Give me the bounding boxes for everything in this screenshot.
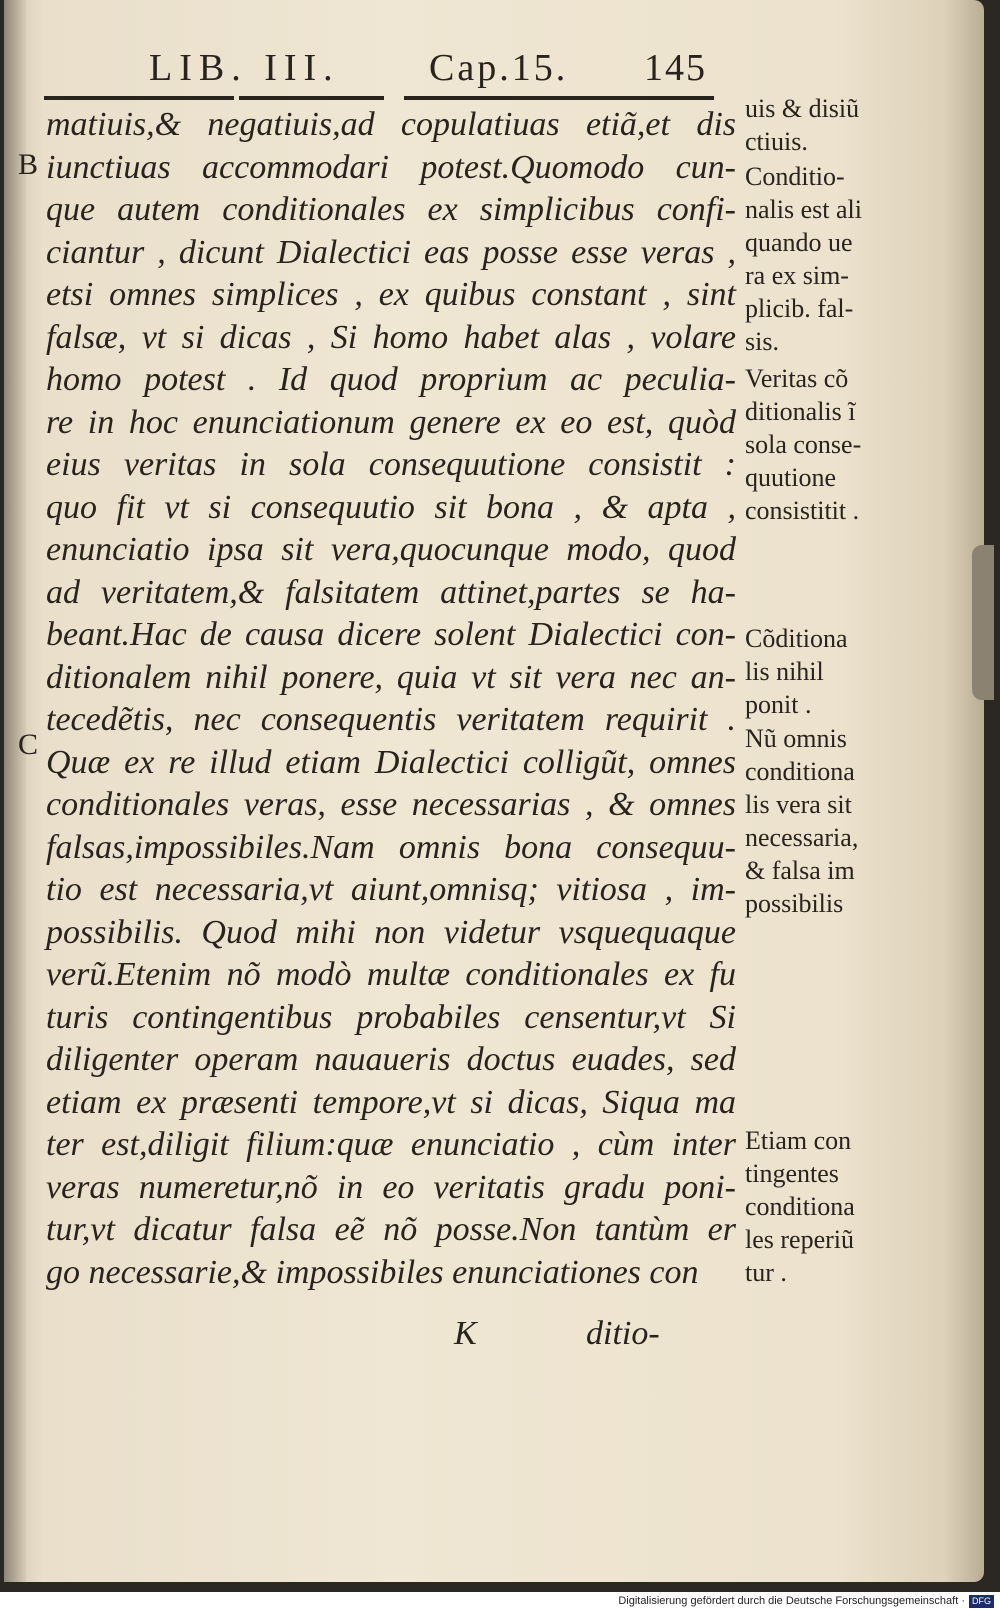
text-line: enunciatio ipsa sit vera,quocunque modo, quod [46,531,736,568]
header-rule-middle [239,96,384,100]
text-line: tio est necessaria,vt aiunt,omnisq; vitiosa , im- [46,871,736,908]
margin-note [745,1124,905,1289]
margin-note-line: sola conse- [745,430,862,459]
margin-note [745,722,905,920]
margin-note-line: Veritas cõ [745,364,849,393]
margin-note-line: lis nihil [745,657,824,686]
text-line: homo potest . Id quod proprium ac peculia- [46,361,736,398]
margin-note-line: sis. [745,327,779,356]
margin-note-line: possibilis [745,889,844,918]
margin-note [745,362,905,527]
text-line: go necessarie,& impossibiles enunciationes con [46,1253,699,1291]
margin-note-line: Cõditiona [745,624,848,653]
text-line: tecedẽtis, nec consequentis veritatem requirit . [46,701,736,738]
margin-note-line: uis & disiũ [745,94,860,123]
text-line: re in hoc enunciationum genere ex eo est, quòd [46,403,736,441]
margin-note-line: les reperiũ [745,1225,855,1254]
text-line: falsas,impossibiles.Nam omnis bona consequu- [46,828,736,866]
text-line: Quæ ex re illud etiam Dialectici colligũt, omnes [46,743,736,781]
text-line: possibilis. Quod mihi non videtur vsquequaque [46,913,736,951]
book-page [4,0,984,1582]
dfg-logo: DFG [969,1595,994,1608]
funding-notice: Digitalisierung gefördert durch die Deutsche Forschungsgemeinschaft · [618,1595,965,1607]
catchword: ditio- [586,1315,660,1352]
margin-note-line: Conditio- [745,162,845,191]
text-line: ciantur , dicunt Dialectici eas posse esse veras , [46,233,736,271]
margin-note [745,92,905,158]
page-edge-tab [972,545,994,700]
text-line: veras numeretur,nõ in eo veritatis gradu poni- [46,1168,736,1206]
text-line: iunctiuas accommodari potest.Quomodo cun- [46,148,736,186]
text-line: matiuis,& negatiuis,ad copulatiuas etiã,et dis [46,106,736,143]
chapter-number: Cap.15. [429,47,569,89]
margin-note-line: ra ex sim- [745,261,849,290]
margin-note-line: lis vera sit [745,790,852,819]
text-line: etsi omnes simplices , ex quibus constant , sint [46,276,736,313]
margin-note-line: consistitit . [745,496,860,525]
margin-note-line: quutione [745,463,836,492]
section-mark-b: B [18,148,39,181]
digitization-footer [0,1592,1000,1610]
signature-mark: K [454,1315,477,1352]
text-line: ditionalem nihil ponere, quia vt sit vera nec an- [46,658,736,696]
main-text-block [46,104,736,1294]
margin-note [745,160,905,358]
text-line: ad veritatem,& falsitatem attinet,partes se ha- [46,573,736,611]
text-line: quo fit vt si consequutio sit bona , & apta , [46,488,736,526]
book-gutter [4,0,26,1582]
text-line: falsæ, vt si dicas , Si homo habet alas , volare [46,318,736,356]
margin-note-line: tur . [745,1258,787,1287]
book-number: LIB. III. [149,47,340,89]
margin-note-line: conditiona [745,1192,855,1221]
text-line: conditionales veras, esse necessarias , & omnes [46,786,736,823]
margin-note-line: tingentes [745,1159,839,1188]
section-mark-c: C [18,728,39,761]
text-line: turis contingentibus probabiles censentur,vt Si [46,998,736,1036]
margin-note-line: Nũ omnis [745,724,847,753]
text-line: beant.Hac de causa dicere solent Dialectici con- [46,616,736,653]
text-line: verũ.Etenim nõ modò multæ conditionales ex fu [46,956,736,993]
margin-note [745,622,905,721]
text-line: eius veritas in sola consequutione consistit : [46,446,736,483]
margin-note-line: Etiam con [745,1126,852,1155]
text-line: diligenter operam nauaueris doctus euades, sed [46,1041,736,1078]
page-number: 145 [644,47,707,89]
margin-note-line: plicib. fal- [745,294,854,323]
margin-note-line: conditiona [745,757,855,786]
header-rule-right [404,96,714,100]
margin-note-line: & falsa im [745,856,855,885]
text-line: que autem conditionales ex simplicibus confi- [46,191,736,228]
text-line: tur,vt dicatur falsa eẽ nõ posse.Non tantùm er [46,1211,736,1248]
margin-note-line: ctiuis. [745,127,808,156]
margin-note-line: ponit . [745,690,812,719]
text-line: ter est,diligit filium:quæ enunciatio , cùm inter [46,1126,736,1163]
margin-note-line: necessaria, [745,823,859,852]
text-line: etiam ex præsenti tempore,vt si dicas, Siqua ma [46,1083,736,1121]
header-rule-left [44,96,234,100]
margin-note-line: ditionalis ĩ [745,397,856,426]
margin-note-line: nalis est ali [745,195,862,224]
margin-note-line: quando ue [745,228,853,257]
